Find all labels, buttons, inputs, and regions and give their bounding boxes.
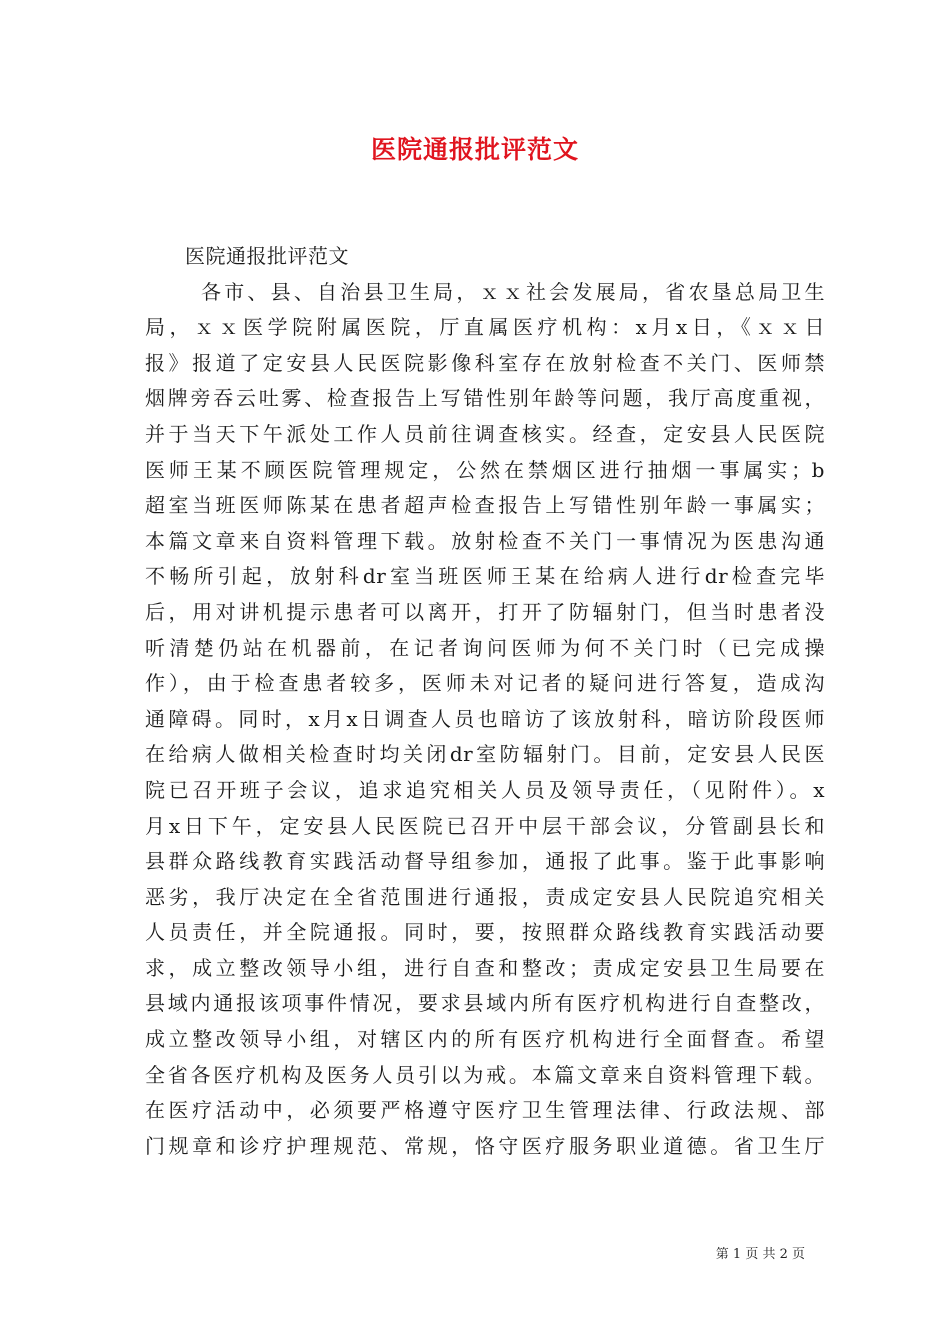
- body-line: 不畅所引起，放射科dr室当班医师王某在给病人进行dr检查完毕: [145, 564, 825, 589]
- body-line: 烟牌旁吞云吐雾、检查报告上写错性别年龄等问题，我厅高度重视，: [145, 386, 825, 411]
- body-line: 门规章和诊疗护理规范、常规，恪守医疗服务职业道德。省卫生厅: [145, 1133, 825, 1158]
- document-title: 医院通报批评范文: [370, 135, 579, 164]
- page-number: 第 1 页 共 2 页: [715, 1247, 805, 1262]
- body-line: 在给病人做相关检查时均关闭dr室防辐射门。目前，定安县人民医: [145, 742, 825, 767]
- body-line: 各市、县、自治县卫生局，ｘｘ社会发展局，省农垦总局卫生: [201, 279, 825, 304]
- body-line: 后，用对讲机提示患者可以离开，打开了防辐射门，但当时患者没: [145, 599, 825, 624]
- body-line: 恶劣，我厅决定在全省范围进行通报，责成定安县人民院追究相关: [145, 884, 825, 909]
- body-line: 院已召开班子会议，追求追究相关人员及领导责任，（见附件）。x: [145, 777, 825, 802]
- body-line: 局，ｘｘ医学院附属医院，厅直属医疗机构：x月x日，《ｘｘ日: [145, 315, 825, 340]
- body-line: 本篇文章来自资料管理下载。放射检查不关门一事情况为医患沟通: [145, 528, 825, 553]
- body-line: 超室当班医师陈某在患者超声检查报告上写错性别年龄一事属实；: [145, 493, 825, 518]
- body-line: 通障碍。同时，x月x日调查人员也暗访了该放射科，暗访阶段医师: [145, 706, 825, 731]
- body-line: 求，成立整改领导小组，进行自查和整改；责成定安县卫生局要在: [145, 955, 825, 980]
- body-line: 全省各医疗机构及医务人员引以为戒。本篇文章来自资料管理下载。: [145, 1062, 825, 1087]
- body-line: 听清楚仍站在机器前，在记者询问医师为何不关门时（已完成操: [145, 635, 825, 660]
- body-line: 在医疗活动中，必须要严格遵守医疗卫生管理法律、行政法规、部: [145, 1098, 825, 1123]
- document-body: [145, 239, 825, 1164]
- body-line: 作），由于检查患者较多，医师未对记者的疑问进行答复，造成沟: [145, 671, 825, 696]
- body-line: 并于当天下午派处工作人员前往调查核实。经查，定安县人民医院: [145, 421, 825, 446]
- body-line: 月x日下午，定安县人民医院已召开中层干部会议，分管副县长和: [145, 813, 825, 838]
- body-line: 医师王某不顾医院管理规定，公然在禁烟区进行抽烟一事属实；b: [145, 457, 825, 482]
- body-line: 医院通报批评范文: [185, 244, 349, 268]
- body-line: 报》报道了定安县人民医院影像科室存在放射检查不关门、医师禁: [145, 350, 825, 375]
- body-line: 人员责任，并全院通报。同时，要，按照群众路线教育实践活动要: [145, 920, 825, 945]
- body-line: 县域内通报该项事件情况，要求县域内所有医疗机构进行自查整改，: [145, 991, 825, 1016]
- body-line: 县群众路线教育实践活动督导组参加，通报了此事。鉴于此事影响: [145, 849, 825, 874]
- body-line: 成立整改领导小组，对辖区内的所有医疗机构进行全面督查。希望: [145, 1027, 825, 1052]
